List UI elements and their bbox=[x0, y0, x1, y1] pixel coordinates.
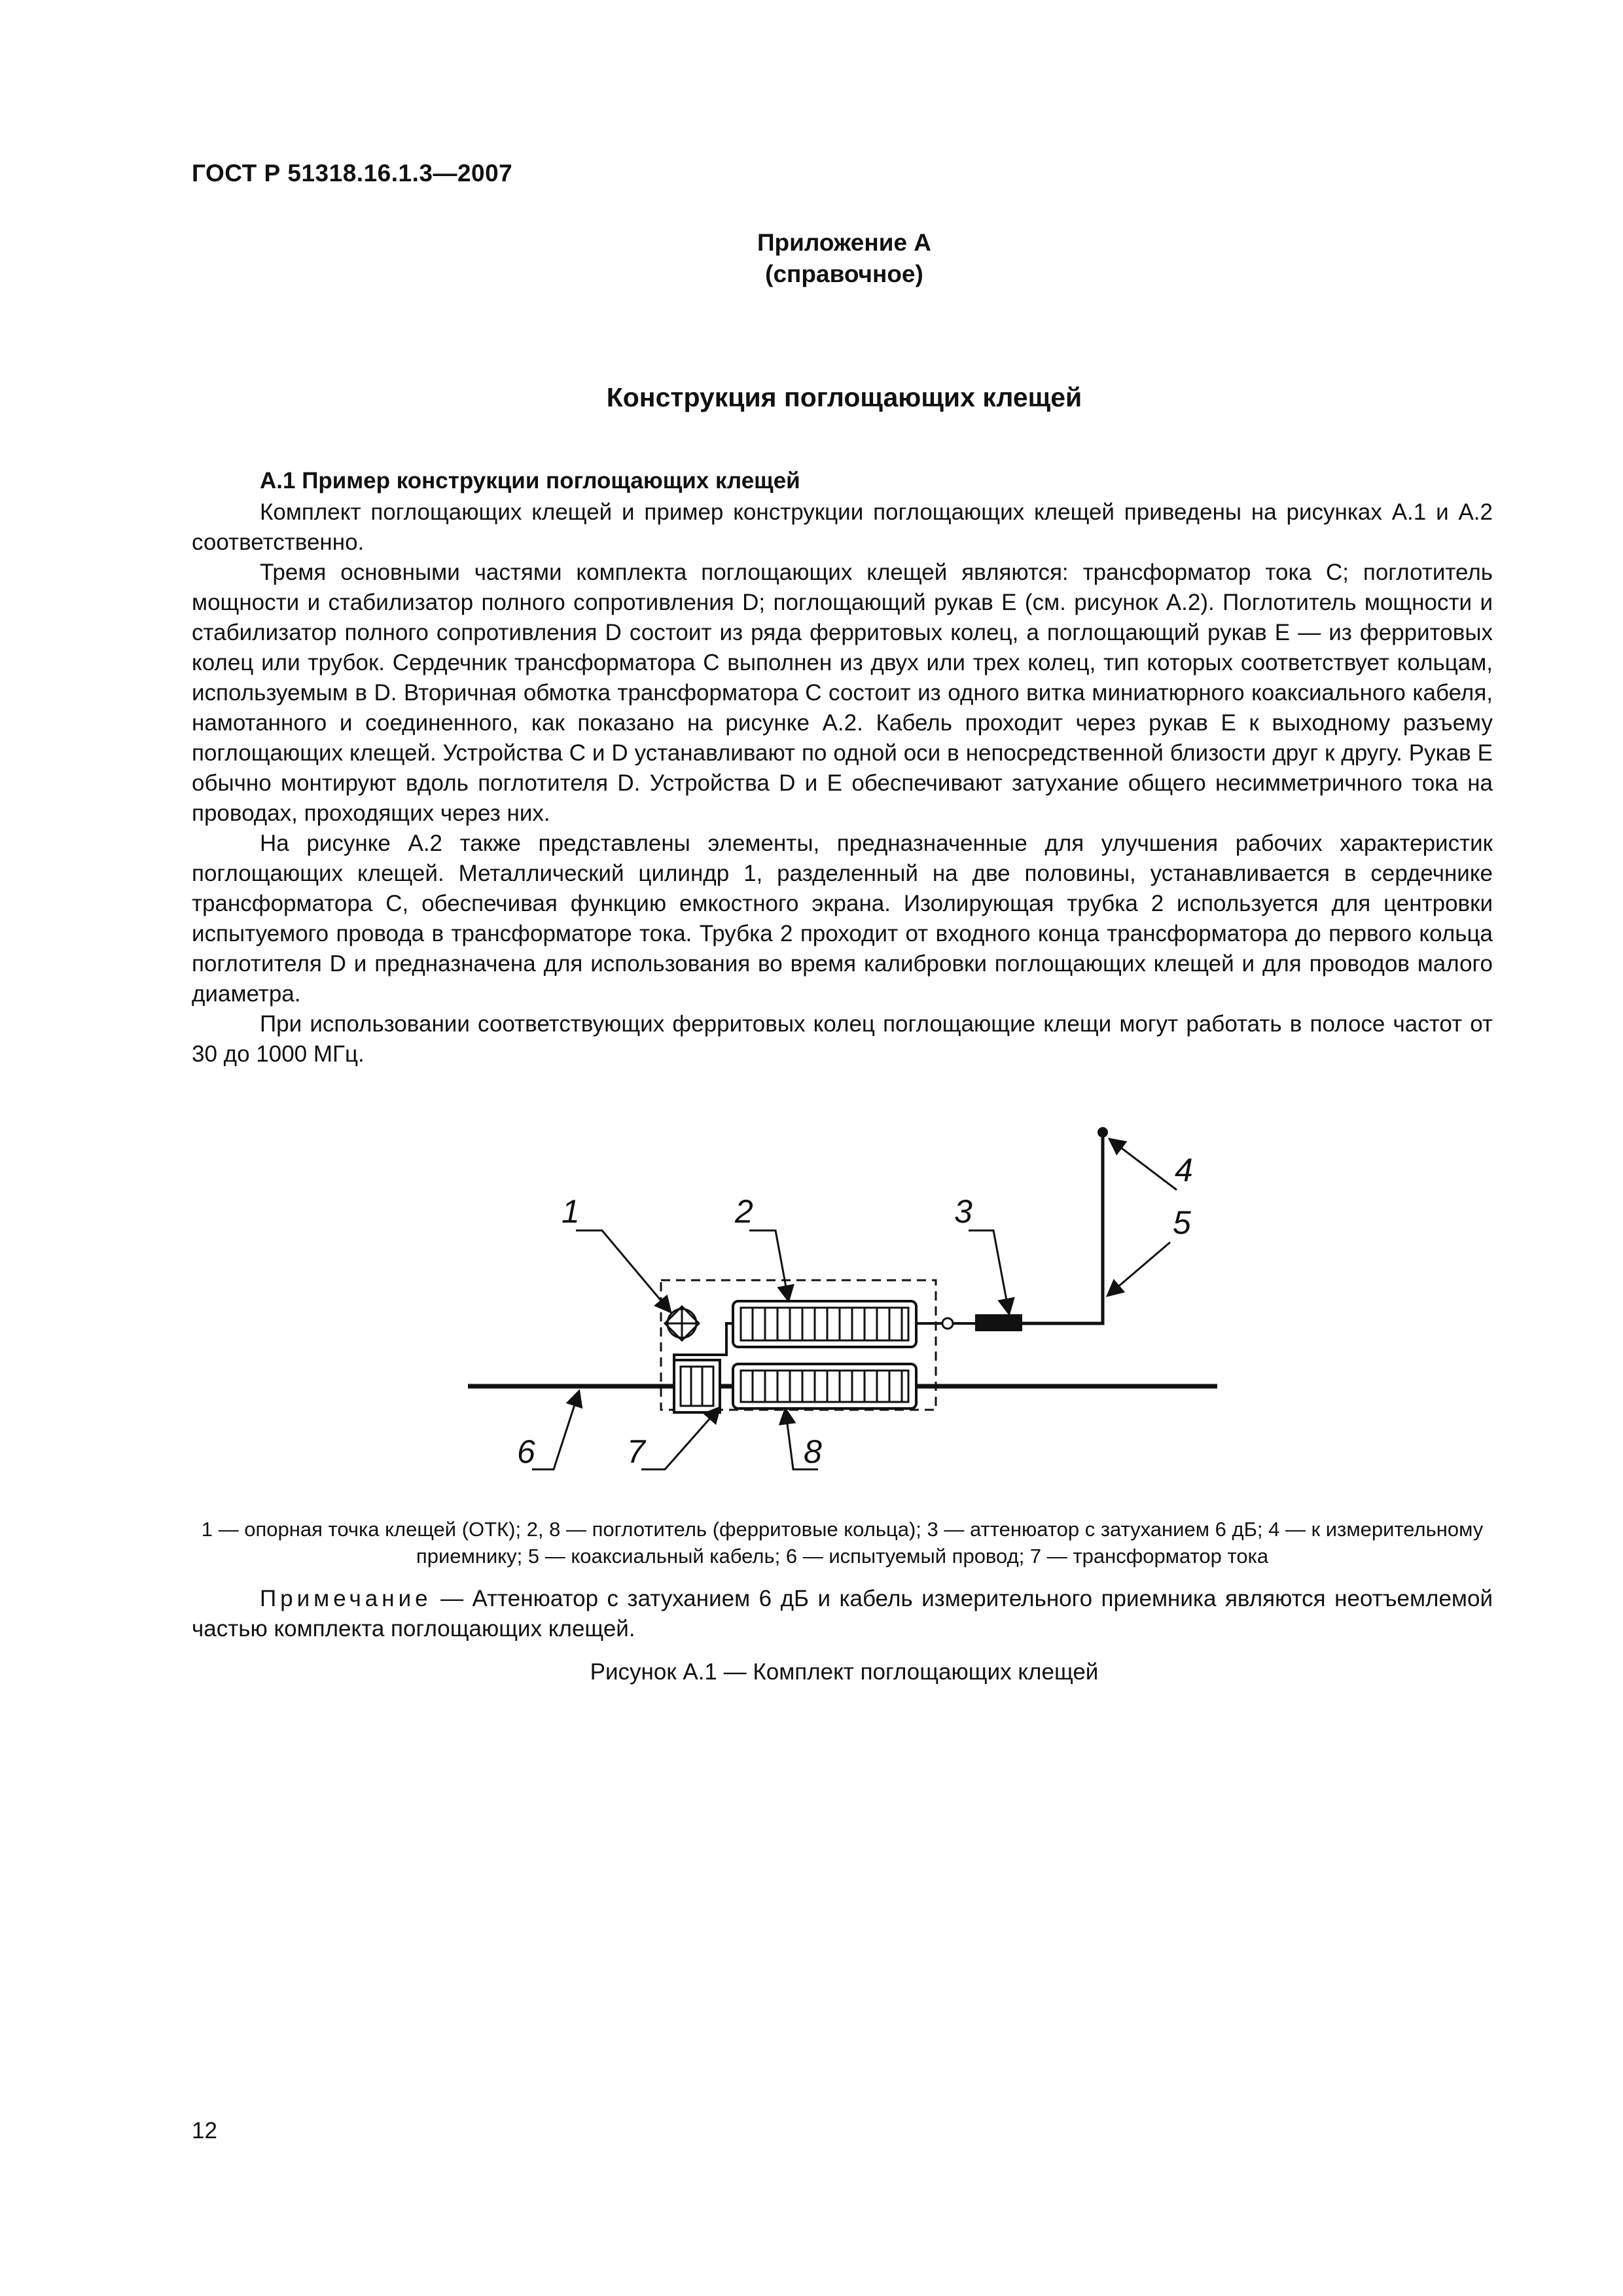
leader-4 bbox=[1109, 1139, 1177, 1190]
leader-5 bbox=[1107, 1242, 1170, 1296]
label-6: 6 bbox=[517, 1433, 535, 1470]
paragraph-2: Тремя основными частями комплекта поглощающих клещей являются: трансформатор тока C; поглотитель мощности и стабилизатор полного сопротивления D; поглощающий рукав E (см. рисунок А.2). Поглотитель мощности и стабилизатор полного сопротивления D состоит из ряда ферритовых колец, а поглощающий рукав E — из ферритовых колец или трубок. Сердечник трансформатора C выполнен из двух или трех колец, тип которых соответствует кольцам, используемым в D. Вторичная обмотка трансформатора C состоит из одного витка миниатюрного коаксиального кабеля, намотанного и соединенного, как показано на рисунке А.2. Кабель проходит через рукав E к выходному разъему поглощающих клещей. Устройства C и D устанавливают по одной оси в непосредственной близости друг к другу. Рукав E обычно монтируют вдоль поглотителя D. Устройства D и E обеспечивают затухание общего несимметричного тока на проводах, проходящих через них. bbox=[192, 560, 1493, 826]
figure-legend: 1 — опорная точка клещей (ОТК); 2, 8 — поглотитель (ферритовые кольца); 3 — аттенюатор с затуханием 6 дБ; 4 — к измерительному приемнику; 5 — коаксиальный кабель; 6 — испытуемый провод; 7 — трансформатор тока bbox=[201, 1518, 1484, 1568]
note-text: — Аттенюатор с затуханием 6 дБ и кабель измерительного приемника являются неотъемлемой частью комплекта поглощающих клещей. bbox=[192, 1586, 1493, 1641]
body-text bbox=[192, 466, 1493, 1069]
label-3: 3 bbox=[954, 1193, 972, 1230]
subsection-heading: А.1 Пример конструкции поглощающих клещей bbox=[260, 468, 800, 493]
leader-6 bbox=[532, 1391, 579, 1469]
absorbing-clamp-diagram bbox=[445, 1093, 1257, 1512]
label-7: 7 bbox=[627, 1433, 645, 1470]
attenuator-6db bbox=[975, 1314, 1022, 1331]
label-8: 8 bbox=[804, 1433, 822, 1470]
section-title: Конструкция поглощающих клещей bbox=[606, 382, 1082, 412]
upper-ferrite-absorber bbox=[733, 1301, 916, 1347]
figure-a1-diagram bbox=[445, 1093, 1257, 1512]
leader-3 bbox=[969, 1230, 1009, 1314]
lower-ferrite-absorber bbox=[733, 1364, 916, 1408]
coaxial-cable bbox=[1022, 1136, 1103, 1323]
leader-7 bbox=[641, 1407, 720, 1469]
label-4: 4 bbox=[1175, 1152, 1193, 1189]
leader-2 bbox=[749, 1230, 789, 1301]
leader-1 bbox=[576, 1230, 671, 1312]
label-5: 5 bbox=[1173, 1204, 1191, 1241]
document-id: ГОСТ Р 51318.16.1.3—2007 bbox=[192, 160, 513, 187]
current-transformer bbox=[674, 1360, 720, 1412]
annex-type: (справочное) bbox=[765, 260, 923, 287]
label-1: 1 bbox=[562, 1193, 580, 1230]
receiver-terminal bbox=[1097, 1127, 1108, 1138]
paragraph-3: На рисунке А.2 также представлены элементы, предназначенные для улучшения рабочих характеристик поглощающих клещей. Металлический цилиндр 1, разделенный на две половины, устанавливается в сердечнике трансформатора C, обеспечивая функцию емкостного экрана. Изолирующая трубка 2 используется для центровки испытуемого провода в трансформаторе тока. Трубка 2 проходит от входного конца трансформатора до первого кольца поглотителя D и предназначена для использования во время калибровки поглощающих клещей и для проводов малого диаметра. bbox=[192, 831, 1493, 1007]
output-connector bbox=[942, 1318, 953, 1329]
page-number: 12 bbox=[192, 2118, 217, 2144]
note-label: Примечание bbox=[260, 1586, 432, 1611]
label-2: 2 bbox=[735, 1193, 753, 1230]
annex-title: Приложение А bbox=[757, 229, 932, 256]
paragraph-4: При использовании соответствующих ферритовых колец поглощающие клещи могут работать в полосе частот от 30 до 1000 МГц. bbox=[192, 1011, 1493, 1067]
paragraph-1: Комплект поглощающих клещей и пример конструкции поглощающих клещей приведены на рисунках А.1 и А.2 соответственно. bbox=[192, 499, 1493, 555]
figure-caption: Рисунок А.1 — Комплект поглощающих клещей bbox=[590, 1659, 1099, 1685]
figure-note bbox=[192, 1584, 1493, 1644]
